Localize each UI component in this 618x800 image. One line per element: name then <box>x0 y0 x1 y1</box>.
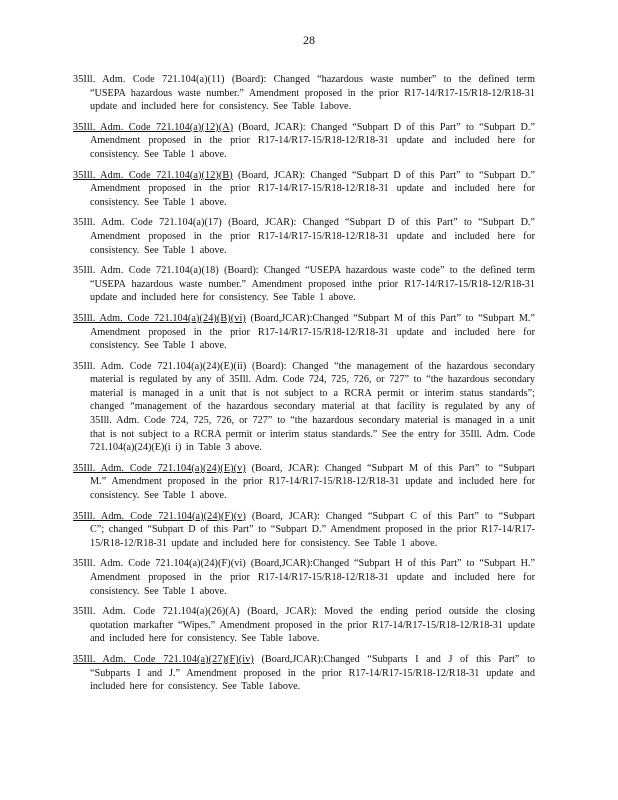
entry-text: (Board, JCAR): Moved the ending period outside the closing quotation markafter “Wipes.” Amendment proposed in the prior R17-14/R17-15/R18-12/R18-31 update and included here for consistency. See Table 1above. <box>90 606 535 645</box>
entry-text: (Board, JCAR): Changed “Subpart D of this Part” to “Subpart D.” Amendment proposed in the prior R17-14/R17-15/R18-12/R18-31 update and included here for consistency. See Table 1 above. <box>90 169 535 208</box>
entry-citation: 35Ill. Adm. Code 721.104(a)(18) <box>73 265 219 277</box>
entry-citation: 35Ill. Adm. Code 721.104(a)(24)(F)(v) <box>73 510 246 522</box>
entry-citation: 35Ill. Adm. Code 721.104(a)(24)(E)(v) <box>73 462 246 474</box>
amendment-entry <box>73 264 535 305</box>
entry-citation: 35Ill. Adm. Code 721.104(a)(27)(F)(iv) <box>73 653 254 665</box>
entry-text: (Board, JCAR): Changed “Subpart D of this Part” to “Subpart D.” Amendment proposed in the prior R17-14/R17-15/R18-12/R18-31 update and included here for consistency. See Table 1 above. <box>90 121 535 160</box>
entry-text: (Board,JCAR):Changed “Subpart M of this Part” to “Subpart M.” Amendment proposed in the prior R17-14/R17-15/R18-12/R18-31 update and included here for consistency. See Table 1 above. <box>90 312 535 352</box>
entry-citation: 35Ill. Adm. Code 721.104(a)(17) <box>73 217 222 229</box>
entry-citation: 35Ill. Adm. Code 721.104(a)(24)(F)(vi) <box>73 558 246 570</box>
amendment-list <box>73 73 535 701</box>
entry-text: (Board,JCAR):Changed “Subpart H of this Part” to “Subpart H.” Amendment proposed in the prior R17-14/R17-15/R18-12/R18-31 update and included here for consistency. See Table 1 above. <box>90 558 535 597</box>
entry-citation: 35Ill. Adm. Code 721.104(a)(11) <box>73 74 225 85</box>
entry-text: (Board): Changed “the management of the hazardous secondary material is regulated by any of 35Ill. Adm. Code 724, 725, 726, or 727” to “the hazardous secondary material is managed in a unit that is not subject to a RCRA permit or interim status standards”; changed “management of the hazardous secondary material at that facility is regulated by any of 35Ill. Adm. Code 724, 725, 726, or 727” to “the hazardous secondary material is managed in a unit that is not subject to a RCRA permit or interim status standards.” See the entry for 35Ill. Adm. Code 721.104(a)(24)(E)(i i) in Table 3 above. <box>90 360 535 454</box>
amendment-entry <box>73 169 535 210</box>
entry-text: (Board,JCAR):Changed “Subparts I and J of this Part” to “Subparts I and J.” Amendment proposed in the prior R17-14/R17-15/R18-12/R18-31 update and included here for consistency. See Table 1above. <box>90 653 535 693</box>
amendment-entry <box>73 73 535 114</box>
amendment-entry <box>73 462 535 503</box>
entry-text: (Board, JCAR): Changed “Subpart D of this Part” to “Subpart D.” Amendment proposed in the prior R17-14/R17-15/R18-12/R18-31 update and included here for consistency. See Table 1 above. <box>90 217 535 256</box>
entry-text: (Board): Changed “hazardous waste number” to the defined term “USEPA hazardous waste number.” Amendment proposed in the prior R17-14/R17-15/R18-12/R18-31 update and included here for consistency. See Table 1above. <box>90 74 535 113</box>
entry-text: (Board, JCAR): Changed “Subpart C of this Part” to “Subpart C”; changed “Subpart D of this Part” to “Subpart D.” Amendment proposed in the prior R17-14/R17-15/R18-12/R18-31 update and included here for consistency. See Table 1 above. <box>90 510 535 549</box>
entry-citation: 35Ill. Adm. Code 721.104(a)(24)(B)(vi) <box>73 312 246 324</box>
page-number: 28 <box>303 33 315 47</box>
entry-text: (Board): Changed “USEPA hazardous waste code” to the defined term “USEPA hazardous waste number.” Amendment proposed inthe prior R17-14/R17-15/R18-12/R18-31 update and included here for consistency. See Table 1 above. <box>90 265 535 304</box>
amendment-entry <box>73 216 535 257</box>
entry-citation: 35Ill. Adm. Code 721.104(a)(12)(B) <box>73 169 233 181</box>
entry-citation: 35Ill. Adm. Code 721.104(a)(24)(E)(ii) <box>73 360 247 372</box>
entry-citation: 35Ill. Adm. Code 721.104(a)(12)(A) <box>73 121 234 133</box>
amendment-entry <box>73 605 535 646</box>
amendment-entry <box>73 653 535 694</box>
amendment-entry <box>73 360 535 455</box>
entry-text: (Board, JCAR): Changed “Subpart M of this Part” to “Subpart M.” Amendment proposed in the prior R17-14/R17-15/R18-12/R18-31 update and included here for consistency. See Table 1 above. <box>90 462 535 502</box>
amendment-entry <box>73 121 535 162</box>
amendment-entry <box>73 510 535 551</box>
entry-citation: 35Ill. Adm. Code 721.104(a)(26)(A) <box>73 606 240 618</box>
amendment-entry <box>73 312 535 353</box>
amendment-entry <box>73 557 535 598</box>
